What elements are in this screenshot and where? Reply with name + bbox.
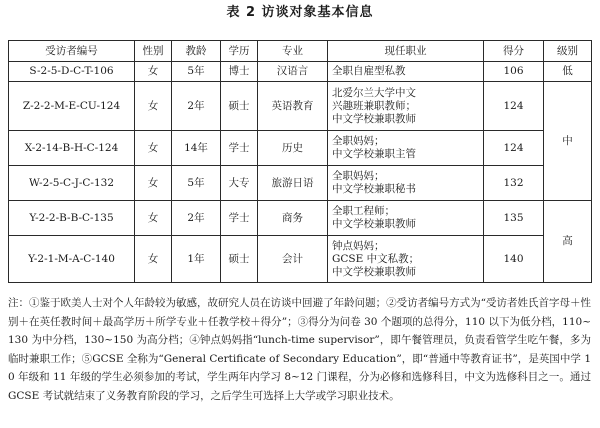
table-row [9, 62, 592, 82]
cell-major: 旅游日语 [258, 166, 328, 201]
cell-gender: 女 [135, 82, 172, 131]
job-line: 兴趣班兼职教师； [332, 99, 416, 112]
cell-degree: 硕士 [221, 236, 258, 283]
cell-job [328, 201, 484, 236]
cell-job [328, 131, 484, 166]
table-header-row [9, 41, 592, 62]
header-years: 教龄 [172, 41, 221, 62]
table-row [9, 166, 592, 201]
cell-score: 135 [484, 201, 544, 236]
cell-id: Y-2-1-M-A-C-140 [9, 236, 135, 283]
cell-major: 历史 [258, 131, 328, 166]
cell-degree: 硕士 [221, 82, 258, 131]
job-line: 北爱尔兰大学中文 [332, 86, 416, 99]
cell-id: X-2-14-B-H-C-124 [9, 131, 135, 166]
cell-gender: 女 [135, 166, 172, 201]
cell-years: 2年 [172, 82, 221, 131]
cell-id: S-2-5-D-C-T-106 [9, 62, 135, 82]
job-line: 中文学校兼职教师 [332, 112, 416, 125]
cell-gender: 女 [135, 131, 172, 166]
job-line: 中文学校兼职教师 [332, 265, 416, 278]
header-score: 得分 [484, 41, 544, 62]
cell-score: 124 [484, 82, 544, 131]
job-line: 钟点妈妈； [332, 239, 385, 252]
job-line: GCSE 中文私教； [332, 252, 420, 265]
cell-gender: 女 [135, 201, 172, 236]
job-line: 全职妈妈； [332, 135, 385, 147]
job-line: 全职工程师； [332, 205, 395, 217]
cell-years: 5年 [172, 62, 221, 82]
cell-years: 2年 [172, 201, 221, 236]
cell-id: Z-2-2-M-E-CU-124 [9, 82, 135, 131]
cell-major: 会计 [258, 236, 328, 283]
cell-level-low: 低 [544, 62, 592, 82]
job-line: 中文学校兼职教师 [332, 218, 416, 230]
header-gender: 性别 [135, 41, 172, 62]
table-row [9, 82, 592, 131]
cell-gender: 女 [135, 62, 172, 82]
table-caption: 表 2 访谈对象基本信息 [226, 5, 374, 20]
cell-job [328, 236, 484, 283]
cell-score: 106 [484, 62, 544, 82]
header-degree: 学历 [221, 41, 258, 62]
job-line: 全职妈妈； [332, 170, 385, 182]
cell-score: 124 [484, 131, 544, 166]
table-row [9, 201, 592, 236]
cell-major: 商务 [258, 201, 328, 236]
job-line: 全职自雇型私教 [332, 65, 406, 77]
cell-degree: 学士 [221, 131, 258, 166]
cell-score: 132 [484, 166, 544, 201]
interviewee-info-table [8, 40, 592, 283]
cell-degree: 学士 [221, 201, 258, 236]
cell-score: 140 [484, 236, 544, 283]
cell-id: W-2-5-C-J-C-132 [9, 166, 135, 201]
cell-level-mid: 中 [544, 82, 592, 201]
cell-job [328, 82, 484, 131]
header-id: 受访者编号 [9, 41, 135, 62]
cell-gender: 女 [135, 236, 172, 283]
header-level: 级别 [544, 41, 592, 62]
cell-years: 14年 [172, 131, 221, 166]
header-major: 专业 [258, 41, 328, 62]
cell-job [328, 166, 484, 201]
job-line: 中文学校兼职秘书 [332, 183, 416, 195]
cell-years: 5年 [172, 166, 221, 201]
cell-id: Y-2-2-B-B-C-135 [9, 201, 135, 236]
table-footnote: 注：①鉴于欧美人士对个人年龄较为敏感，故研究人员在访谈中回避了年龄问题；②受访者编号方式为“受访者姓氏首字母＋性别＋在英任教时间＋最高学历＋所学专业＋任教学校＋得分”；③得分为问卷 30 个题项的总得分，110 以下为低分档，110~130 为中分档，130~150 为高分档；④钟点妈妈指“lunch-time supervisor”，即午餐管理员，负责看管学生吃午餐，多为临时兼职工作；⑤GCSE 全称为“General Certificate of Secondary Education”，即“普通中等教育证书”，是英国中学 10 年级和 11 年级的学生必须参加的考试，学生两年内学习 8~12 门课程，分为必修和选修科目，中文为选修科目之一。通过 GCSE 考试就结束了义务教育阶段的学习，之后学生可选择上大学或学习职业技术。 [8, 297, 591, 402]
job-line: 中文学校兼职主管 [332, 148, 416, 160]
cell-degree: 博士 [221, 62, 258, 82]
cell-level-high: 高 [544, 201, 592, 283]
table-row [9, 236, 592, 283]
cell-major: 英语教育 [258, 82, 328, 131]
table-row [9, 131, 592, 166]
cell-years: 1年 [172, 236, 221, 283]
cell-major: 汉语言 [258, 62, 328, 82]
header-job: 现任职业 [328, 41, 484, 62]
cell-job [328, 62, 484, 82]
cell-degree: 大专 [221, 166, 258, 201]
